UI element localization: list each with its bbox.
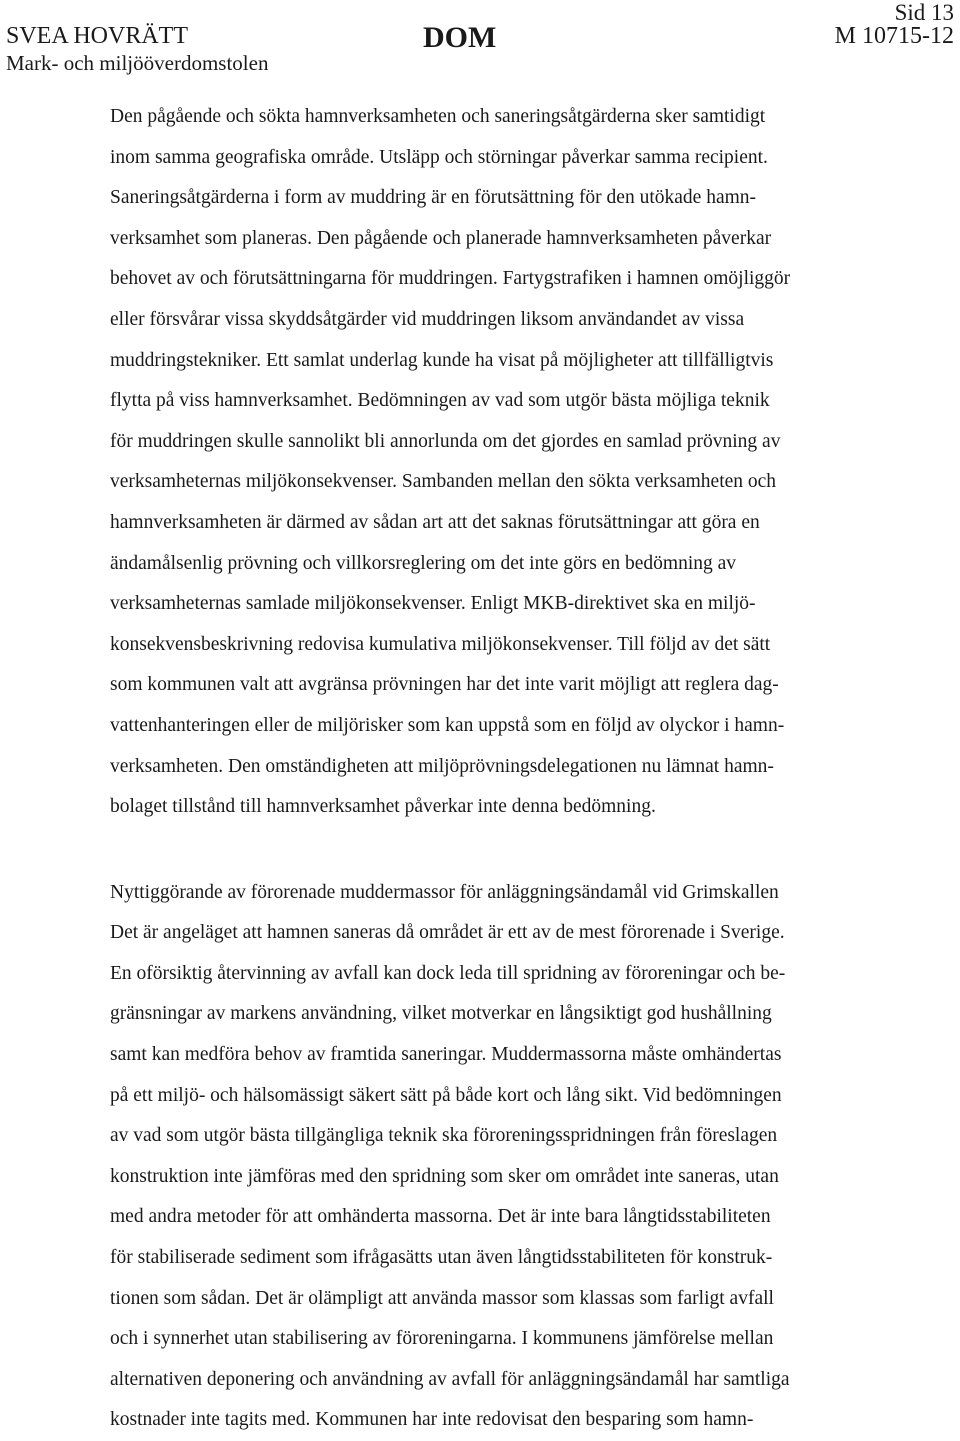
paragraph-1	[110, 97, 928, 828]
paragraph-line: kostnader inte tagits med. Kommunen har inte redovisat den besparing som hamn-	[110, 1409, 754, 1431]
document-type: DOM	[423, 21, 497, 54]
paragraph-line: och i synnerhet utan stabilisering av föroreningarna. I kommunens jämförelse mellan	[110, 1328, 774, 1350]
paragraph-line: Saneringsåtgärderna i form av muddring är en förutsättning för den utökade hamn-	[110, 187, 757, 209]
paragraph-line: ändamålsenlig prövning och villkorsreglering om det inte görs en bedömning av	[110, 552, 737, 574]
paragraph-line: tionen som sådan. Det är olämpligt att använda massor som klassas som farligt avfall	[110, 1287, 774, 1309]
section-heading: Nyttiggörande av förorenade muddermassor för anläggningsändamål vid Grimskallen	[110, 881, 779, 903]
page-header	[0, 0, 960, 80]
paragraph-2	[110, 913, 928, 1441]
paragraph-line: Den pågående och sökta hamnverksamheten och saneringsåtgärderna sker samtidigt	[110, 106, 766, 127]
paragraph-line: inom samma geografiska område. Utsläpp och störningar påverkar samma recipient.	[110, 146, 768, 168]
paragraph-line: gränsningar av markens användning, vilket motverkar en långsiktigt god hushållning	[110, 1003, 772, 1025]
paragraph-line: eller försvårar vissa skyddsåtgärder vid muddringen liksom användandet av vissa	[110, 308, 745, 330]
paragraph-line: En oförsiktig återvinning av avfall kan dock leda till spridning av föroreningar och be-	[110, 962, 786, 984]
paragraph-line: verksamheternas miljökonsekvenser. Sambanden mellan den sökta verksamheten och	[110, 471, 777, 493]
paragraph-line: behovet av och förutsättningarna för muddringen. Fartygstrafiken i hamnen omöjliggör	[110, 268, 791, 290]
document-body	[110, 100, 928, 1441]
paragraph-line: som kommunen valt att avgränsa prövningen har det inte varit möjligt att reglera dag-	[110, 674, 779, 696]
paragraph-line: muddringstekniker. Ett samlat underlag kunde ha visat på möjligheter att tillfälligtvis	[110, 349, 774, 371]
paragraph-line: bolaget tillstånd till hamnverksamhet påverkar inte denna bedömning.	[110, 796, 656, 818]
court-name: SVEA HOVRÄTT	[6, 23, 189, 49]
paragraph-line: konsekvensbeskrivning redovisa kumulativa miljökonsekvenser. Till följd av det sätt	[110, 633, 771, 655]
paragraph-line: verksamheten. Den omständigheten att miljöprövningsdelegationen nu lämnat hamn-	[110, 755, 774, 777]
paragraph-line: alternativen deponering och användning av avfall för anläggningsändamål har samtliga	[110, 1368, 790, 1390]
paragraph-line: samt kan medföra behov av framtida saneringar. Muddermassorna måste omhändertas	[110, 1044, 782, 1066]
paragraph-line: Det är angeläget att hamnen saneras då området är ett av de mest förorenade i Sverige.	[110, 922, 785, 944]
paragraph-line: flytta på viss hamnverksamhet. Bedömningen av vad som utgör bästa möjliga teknik	[110, 390, 770, 412]
paragraph-line: vattenhanteringen eller de miljörisker som kan uppstå som en följd av olyckor i hamn-	[110, 714, 785, 736]
paragraph-line: av vad som utgör bästa tillgängliga teknik ska föroreningsspridningen från föreslagen	[110, 1125, 778, 1147]
case-number: M 10715-12	[834, 23, 954, 49]
paragraph-line: verksamheternas samlade miljökonsekvenser. Enligt MKB-direktivet ska en miljö-	[110, 593, 756, 615]
paragraph-line: med andra metoder för att omhänderta massorna. Det är inte bara långtidsstabiliteten	[110, 1206, 771, 1228]
paragraph-line: verksamhet som planeras. Den pågående och planerade hamnverksamheten påverkar	[110, 227, 772, 249]
court-division: Mark- och miljööverdomstolen	[6, 51, 269, 75]
paragraph-line: för stabiliserade sediment som ifrågasätts utan även långtidsstabiliteten för konstruk-	[110, 1247, 773, 1269]
paragraph-line: för muddringen skulle sannolikt bli annorlunda om det gjordes en samlad prövning av	[110, 430, 781, 452]
paragraph-line: konstruktion inte jämföras med den spridning som sker om området inte saneras, utan	[110, 1165, 779, 1187]
paragraph-line: hamnverksamheten är därmed av sådan art att det saknas förutsättningar att göra en	[110, 511, 760, 533]
paragraph-line: på ett miljö- och hälsomässigt säkert sätt på både kort och lång sikt. Vid bedömningen	[110, 1084, 782, 1106]
page-number: Sid 13	[894, 0, 954, 25]
